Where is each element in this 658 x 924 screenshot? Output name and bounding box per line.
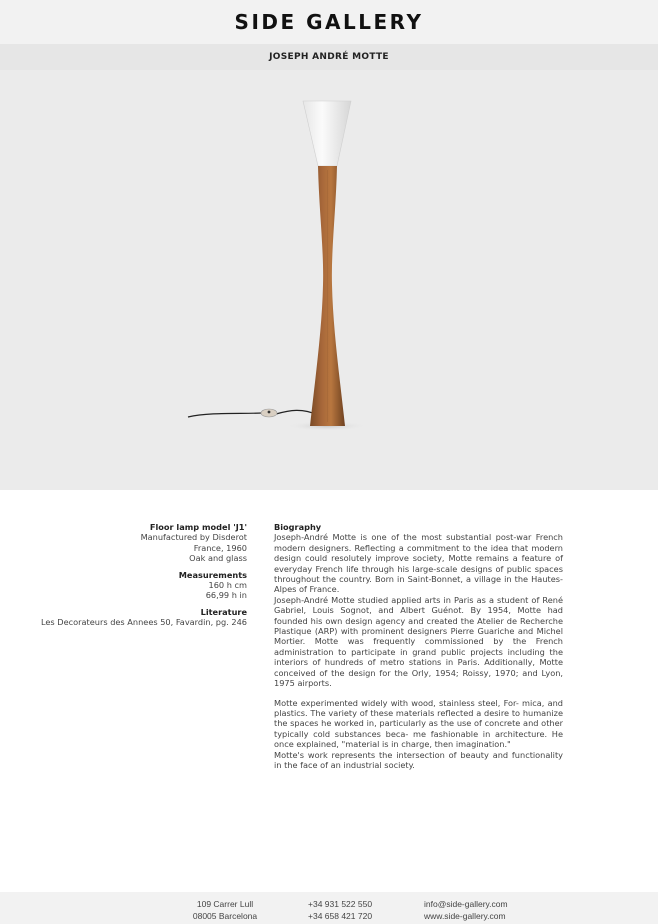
phone-link[interactable]: +34 658 421 720 <box>308 911 373 921</box>
brand-logo[interactable]: SIDE GALLERY <box>234 10 424 34</box>
manufacturer-text: Manufactured by Disderot <box>140 532 247 543</box>
literature-heading: Literature <box>200 606 247 617</box>
footer-contact <box>424 898 508 922</box>
footer-phones <box>308 898 372 922</box>
biography-paragraph: Joseph-André Motte studied applied arts in Paris as a student of René Gabriel, Louis Sognot, and Albert Guénot. By 1954, Motte had founded his own design agency and created the Atelier de Recherche Plastique (ARP) with prominent designers Pierre Guariche and Michel Mortier. Motte was frequently commissioned by the French administration to participate in grand public projects including the interiors of hundreds of metro stations in Paris. Additionally, Motte conceived of the design for the Orly, 1954; Roissy, 1970; and Lyon, 1975 airports. <box>274 594 563 689</box>
biography-section <box>274 522 563 770</box>
artist-banner <box>0 44 658 70</box>
artist-name: JOSEPH ANDRÉ MOTTE <box>269 52 389 62</box>
footer-address <box>190 898 260 922</box>
address-street: 109 Carrer Lull <box>196 899 254 909</box>
site-header <box>0 0 658 44</box>
height-cm: 160 h cm <box>208 580 247 591</box>
address-city: 08005 Barcelona <box>192 911 258 921</box>
website-link[interactable]: www.side-gallery.com <box>424 911 506 921</box>
phone-link[interactable]: +34 931 522 550 <box>308 899 373 909</box>
product-photo <box>0 70 658 490</box>
biography-heading: Biography <box>274 522 322 532</box>
artwork-title: Floor lamp model 'J1' <box>149 522 247 532</box>
biography-paragraph: Motte's work represents the intersection of beauty and functionality in the face of an industrial society. <box>274 749 563 770</box>
biography-paragraph: Joseph-André Motte is one of the most substantial post-war French modern designers. Reflecting a commitment to the idea that modern design could resolutely improve society, Motte remains a feature of everyday French life through his large-scale designs of public spaces throughout the country. Born in Saint-Bonnet, a village in the Hautes-Alpes of France. <box>274 532 563 595</box>
height-in: 66,99 h in <box>205 590 247 601</box>
materials-text: Oak and glass <box>189 553 247 564</box>
biography-paragraph: Motte experimented widely with wood, stainless steel, For- mica, and plastics. The variety of these materials reflected a desire to humanize the spaces he worked in, particularly as the use of concrete and other typically cold substances beca- me fashionable in architecture. He once explained, "material is in charge, then imagination." <box>274 697 563 750</box>
origin-text: France, 1960 <box>193 542 247 553</box>
floor-lamp-image <box>0 70 658 490</box>
measurements-heading: Measurements <box>178 569 247 580</box>
artwork-details <box>17 522 247 628</box>
literature-text: Les Decorateurs des Annees 50, Favardin, pg. 246 <box>40 617 247 628</box>
site-footer <box>0 892 658 924</box>
email-link[interactable]: info@side-gallery.com <box>424 899 508 909</box>
